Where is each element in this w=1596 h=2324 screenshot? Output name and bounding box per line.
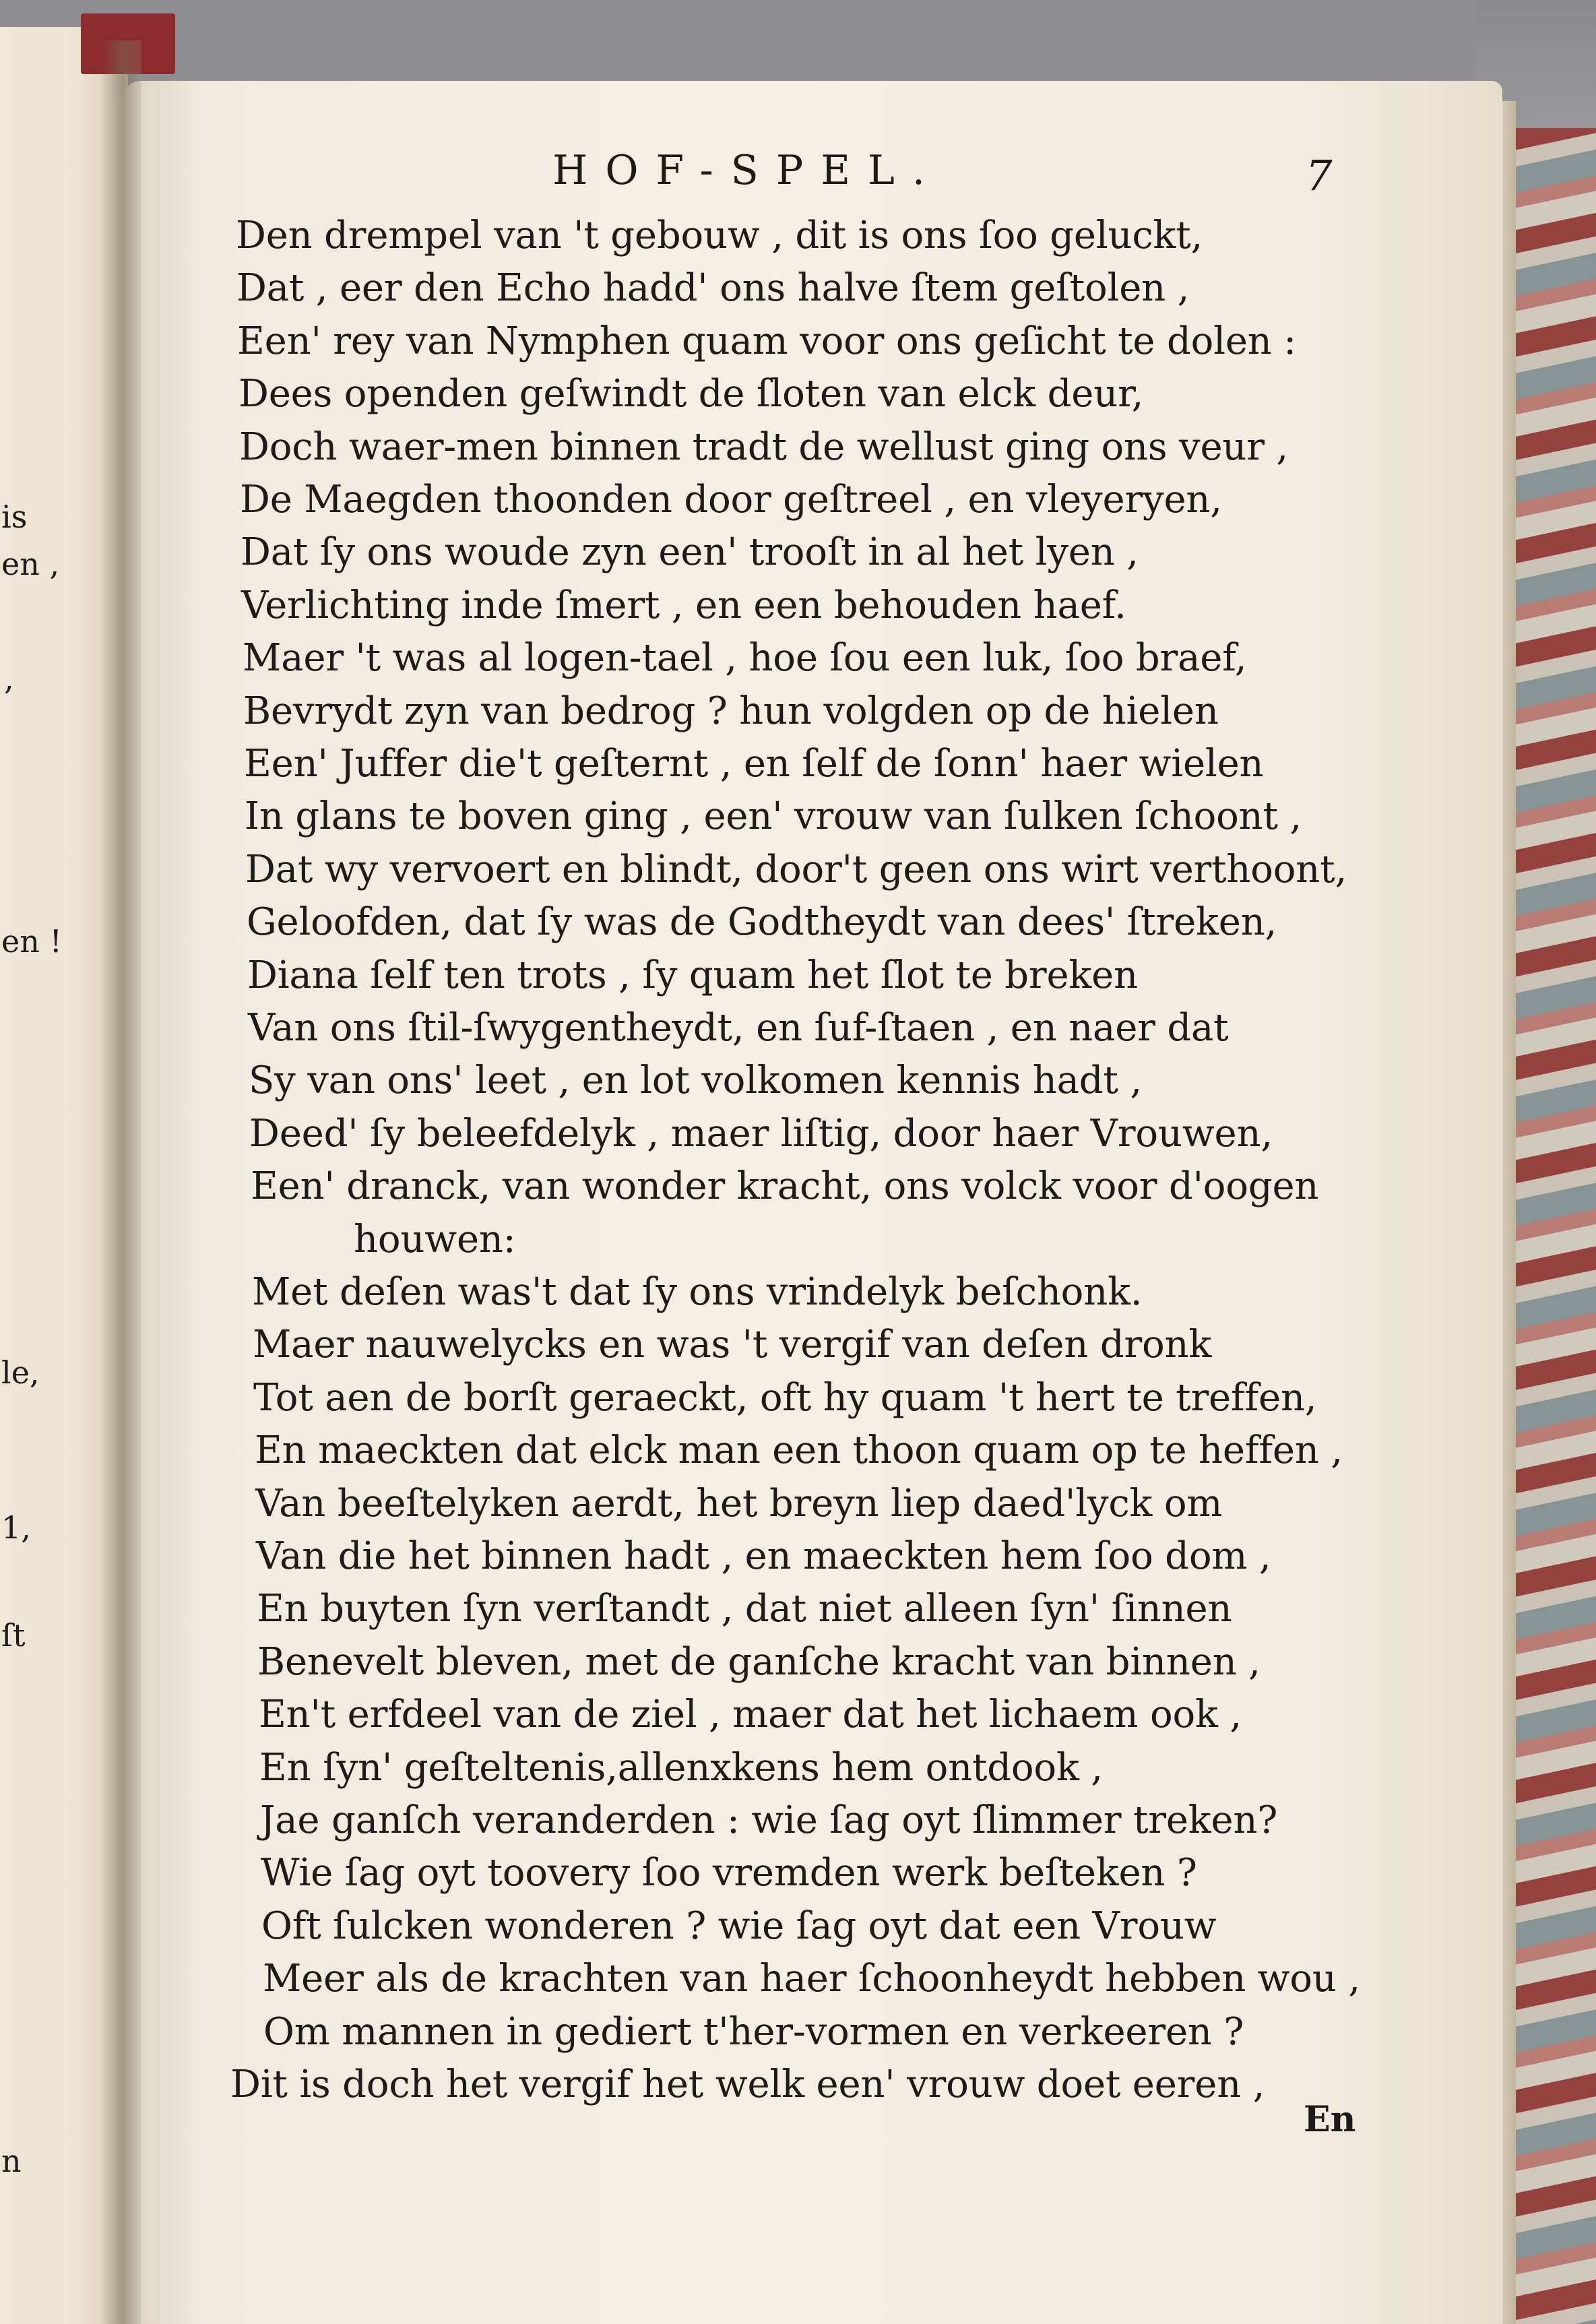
verse-line: Deed' ſy beleefdelyk , maer liſtig, door haer Vrouwen, bbox=[249, 1112, 1273, 1156]
verse-line: houwen: bbox=[354, 1218, 516, 1261]
verse-line: De Maegden thoonden door geſtreel , en vleyeryen, bbox=[240, 478, 1222, 522]
catchword: En bbox=[1304, 2099, 1356, 2140]
verse-line: Dit is doch het vergif het welk een' vrouw doet eeren , bbox=[230, 2063, 1265, 2106]
verse-line: En buyten ſyn verſtandt , dat niet alleen ſyn' ſinnen bbox=[257, 1587, 1232, 1631]
verse-line: Een' dranck, van wonder kracht, ons volck voor d'oogen bbox=[251, 1164, 1319, 1208]
verse-line: Geloofden, dat ſy was de Godtheydt van dees' ſtreken, bbox=[247, 900, 1277, 944]
verse-line: Maer 't was al logen-tael , hoe ſou een luk, ſoo braef, bbox=[243, 636, 1247, 680]
verse-line: Den drempel van 't gebouw , dit is ons ſoo geluckt, bbox=[236, 214, 1203, 257]
verse-line: Verlichting inde ſmert , en een behouden haef. bbox=[241, 584, 1126, 627]
verse-line: Tot aen de borſt geraeckt, oft hy quam 't hert te treffen, bbox=[253, 1376, 1317, 1420]
verse-line: Met deſen was't dat ſy ons vrindelyk beſchonk. bbox=[252, 1270, 1143, 1314]
verse-line: Jae ganſch veranderden : wie ſag oyt ſlimmer treken? bbox=[260, 1798, 1278, 1842]
verse-line: Dat ſy ons woude zyn een' trooſt in al het lyen , bbox=[241, 530, 1139, 574]
verse-line: Wie ſag oyt toovery ſoo vremden werk beſteken ? bbox=[261, 1851, 1197, 1895]
left-page-fragment: le, bbox=[1, 1354, 40, 1391]
verse-line: Een' rey van Nymphen quam voor ons geſicht te dolen : bbox=[237, 319, 1296, 363]
verse-line: Maer nauwelycks en was 't vergif van deſen dronk bbox=[253, 1323, 1212, 1367]
verse-line: Dat , eer den Echo hadd' ons halve ſtem geſtolen , bbox=[236, 266, 1190, 310]
verse-line: Dat wy vervoert en blindt, door't geen ons wirt verthoont, bbox=[245, 848, 1347, 891]
verse-line: In glans te boven ging , een' vrouw van ſulken ſchoont , bbox=[245, 794, 1302, 838]
verse-line: Diana ſelf ten trots , ſy quam het ſlot te breken bbox=[247, 953, 1138, 997]
verse-line: En maeckten dat elck man een thoon quam op te heffen , bbox=[255, 1428, 1343, 1472]
left-page-fragment: n bbox=[1, 2143, 22, 2179]
verse-line: En ſyn' geſteltenis,allenxkens hem ontdook , bbox=[259, 1746, 1103, 1790]
verse-line: En't erfdeel van de ziel , maer dat het lichaem ook , bbox=[259, 1693, 1242, 1736]
verse-line: Van beeſtelyken aerdt, het breyn liep daed'lyck om bbox=[255, 1482, 1223, 1526]
verse-line: Oft ſulcken wonderen ? wie ſag oyt dat een Vrouw bbox=[261, 1904, 1217, 1948]
verse-line: Van die het binnen hadt , en maeckten hem ſoo dom , bbox=[256, 1534, 1271, 1578]
page-number: 7 bbox=[1306, 151, 1333, 200]
verse-line: Een' Juffer die't geſternt , en ſelf de ſonn' haer wielen bbox=[244, 742, 1264, 786]
left-page-fragment: is bbox=[1, 499, 28, 535]
left-page-fragment: en ! bbox=[1, 923, 62, 960]
verse-line: Sy van ons' leet , en lot volkomen kennis hadt , bbox=[249, 1059, 1142, 1102]
verse-line: Dees openden geſwindt de ſloten van elck deur, bbox=[238, 372, 1144, 416]
verse-line: Om mannen in gediert t'her-vormen en verkeeren ? bbox=[263, 2010, 1244, 2054]
verse-line: Bevrydt zyn van bedrog ? hun volgden op de hielen bbox=[243, 689, 1219, 733]
verse-line: Doch waer-men binnen tradt de wellust ging ons veur , bbox=[239, 425, 1289, 469]
verse-line: Meer als de krachten van haer ſchoonheydt hebben wou , bbox=[263, 1957, 1360, 2001]
left-page-fragment: 1, bbox=[1, 1509, 31, 1546]
left-page-fragment: , bbox=[4, 660, 14, 697]
verse-line: Benevelt bleven, met de ganſche kracht van binnen , bbox=[257, 1640, 1260, 1684]
left-page-fragment: ſt bbox=[1, 1617, 26, 1654]
running-header: HOF-SPEL. bbox=[552, 147, 943, 194]
verse-line: Van ons ſtil-ſwygentheydt, en ſuf-ſtaen , en naer dat bbox=[248, 1006, 1229, 1050]
left-page-fragment: en , bbox=[1, 546, 60, 582]
